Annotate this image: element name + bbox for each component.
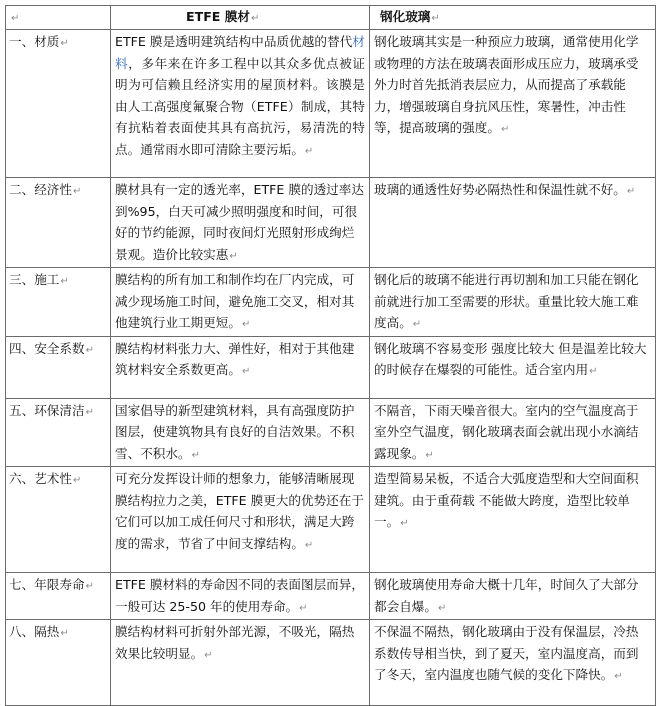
- glass-cell: 钢化玻璃不容易变形 强度比较大 但是温差比较大的时候存在爆裂的可能性。适合室内用↵: [370, 336, 656, 398]
- comparison-table: [5, 5, 656, 706]
- paragraph-mark-icon: ↵: [85, 344, 94, 356]
- row-category: 五、环保清洁↵: [6, 398, 111, 467]
- paragraph-mark-icon: ↵: [437, 602, 447, 614]
- etfe-cell: ETFE 膜材料的寿命因不同的表面图层而异，一般可达 25-50 年的使用寿命。↵: [111, 573, 370, 620]
- paragraph-mark-icon: ↵: [241, 319, 251, 330]
- paragraph-mark-icon: ↵: [60, 38, 69, 49]
- paragraph-mark-icon: ↵: [72, 475, 82, 486]
- paragraph-mark-icon: ↵: [85, 406, 94, 418]
- paragraph-mark-icon: ↵: [72, 186, 82, 197]
- table-row: [6, 398, 656, 467]
- header-cell-blank: [6, 6, 111, 30]
- table-row: [6, 467, 656, 573]
- paragraph-mark-icon: ↵: [241, 366, 251, 377]
- paragraph-mark-icon: ↵: [299, 602, 308, 614]
- row-category: 三、施工↵: [6, 268, 111, 337]
- row-category: 四、安全系数↵: [6, 336, 111, 398]
- paragraph-mark-icon: ↵: [400, 518, 409, 529]
- paragraph-mark-icon: ↵: [304, 145, 314, 157]
- etfe-cell: ETFE 膜是透明建筑结构中品质优越的替代材料，多年来在许多工程中以其众多优点被证明为可信赖且经济实用的屋顶材料。该膜是由人工高强度氟聚合物（ETFE）制成，其特有抗粘着表面使其具有高抗污，易清洗的特点。通常雨水即可清除主要污垢。↵: [111, 30, 370, 178]
- table-row: [6, 573, 656, 620]
- etfe-cell: 国家倡导的新型建筑材料，具有高强度防护图层，使建筑物具有良好的自洁效果。不积雪、不积水。↵: [111, 398, 370, 467]
- glass-cell: 钢化玻璃其实是一种预应力玻璃，通常使用化学或物理的方法在玻璃表面形成压应力，玻璃承受外力时首先抵消表层应力，从而提高了承载能力，增强玻璃自身抗风压性，寒暑性，冲击性等，提高玻璃的强度。↵: [370, 30, 656, 178]
- table-row: [6, 268, 656, 337]
- row-category: 一、材质↵: [6, 30, 111, 178]
- glass-cell: 玻璃的通透性好势必隔热性和保温性就不好。↵: [370, 178, 656, 268]
- row-category: 八、隔热↵: [6, 620, 111, 706]
- header-row: [6, 6, 656, 30]
- paragraph-mark-icon: ↵: [425, 449, 434, 461]
- paragraph-mark-icon: ↵: [614, 671, 623, 682]
- etfe-cell: 膜材具有一定的透光率，ETFE 膜的透过率达到%95，白天可减少照明强度和时间，可很好的节约能源，同时夜间灯光照射形成绚烂景观。造价比较实惠↵: [111, 178, 370, 268]
- paragraph-mark-icon: ↵: [229, 250, 238, 262]
- row-category: 七、年限寿命↵: [6, 573, 111, 620]
- paragraph-mark-icon: ↵: [11, 13, 20, 24]
- header-glass: 钢化玻璃↵: [370, 6, 656, 30]
- etfe-cell: 膜结构材料可折射外部光源，不吸光，隔热效果比较明显。↵: [111, 620, 370, 706]
- table-row: [6, 336, 656, 398]
- etfe-cell: 膜结构材料张力大、弹性好，相对于其他建筑材料安全系数更高。↵: [111, 336, 370, 398]
- paragraph-mark-icon: ↵: [589, 366, 598, 377]
- paragraph-mark-icon: ↵: [412, 319, 422, 330]
- glass-cell: 钢化玻璃使用寿命大概十几年，时间久了大部分都会自爆。↵: [370, 573, 656, 620]
- paragraph-mark-icon: ↵: [60, 628, 69, 639]
- paragraph-mark-icon: ↵: [191, 449, 200, 461]
- paragraph-mark-icon: ↵: [204, 649, 213, 661]
- table-row: [6, 30, 656, 178]
- paragraph-mark-icon: ↵: [431, 13, 440, 24]
- glass-cell: 不隔音，下雨天噪音很大。室内的空气温度高于室外空气温度，钢化玻璃表面会就出现小水滴结露现象。↵: [370, 398, 656, 467]
- paragraph-mark-icon: ↵: [626, 186, 636, 197]
- paragraph-mark-icon: ↵: [500, 124, 510, 135]
- header-etfe: ETFE 膜材↵: [111, 6, 370, 30]
- table-row: [6, 620, 656, 706]
- table-row: [6, 178, 656, 268]
- row-category: 六、艺术性↵: [6, 467, 111, 573]
- glass-cell: 造型简易呆板，不适合大弧度造型和大空间面积建筑。由于重荷载 不能做大跨度，造型比较单一。↵: [370, 467, 656, 573]
- glass-cell: 钢化后的玻璃不能进行再切割和加工只能在钢化前就进行加工至需要的形状。重量比较大施工难度高。↵: [370, 268, 656, 337]
- etfe-cell: 膜结构的所有加工和制作均在厂内完成，可减少现场施工时间，避免施工交叉，相对其他建筑行业工期更短。↵: [111, 268, 370, 337]
- paragraph-mark-icon: ↵: [304, 539, 314, 551]
- paragraph-mark-icon: ↵: [250, 13, 260, 24]
- paragraph-mark-icon: ↵: [60, 276, 69, 287]
- glass-cell: 不保温不隔热，钢化玻璃由于没有保温层，冷热系数传导相当快，到了夏天，室内温度高，而到了冬天，室内温度也随气候的变化下降快。↵: [370, 620, 656, 706]
- etfe-cell: 可充分发挥设计师的想象力，能够清晰展现膜结构拉力之美，ETFE 膜更大的优势还在于它们可以加工成任何尺寸和形状，满足大跨度的需求，节省了中间支撑结构。↵: [111, 467, 370, 573]
- paragraph-mark-icon: ↵: [85, 581, 94, 592]
- material-link[interactable]: 材料: [115, 34, 365, 71]
- row-category: 二、经济性↵: [6, 178, 111, 268]
